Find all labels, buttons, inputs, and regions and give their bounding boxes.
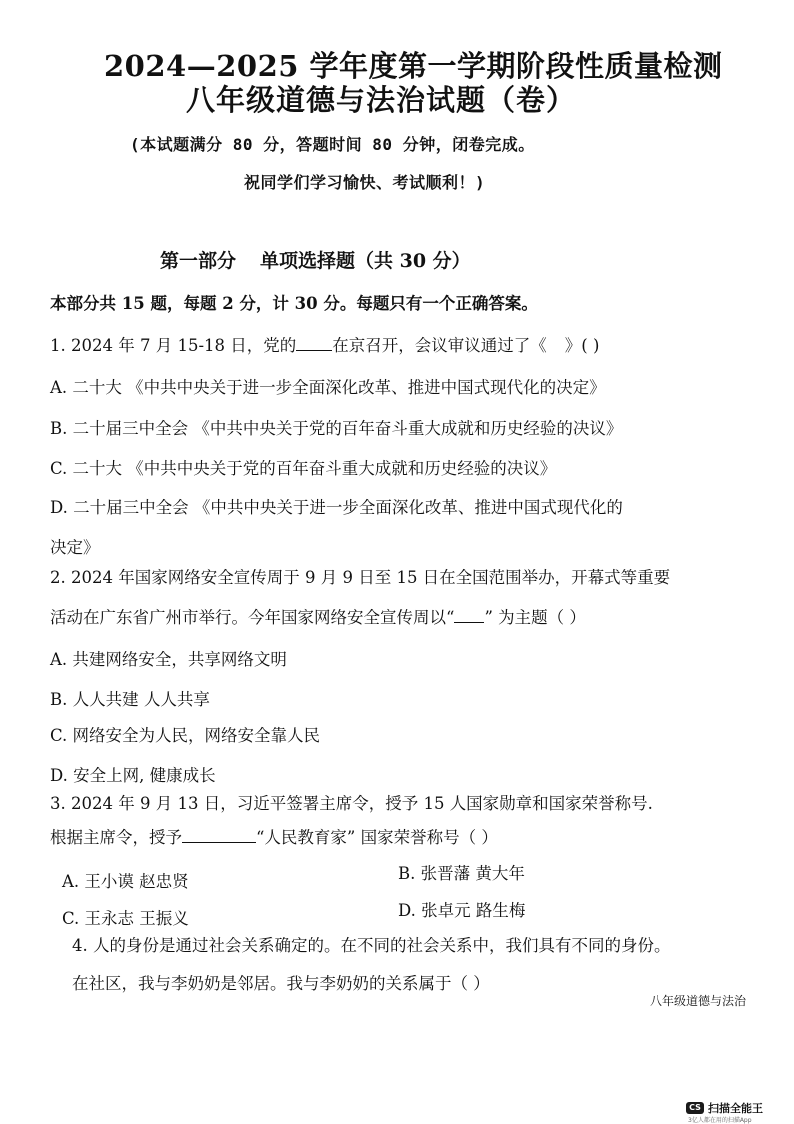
section-heading [160,246,471,273]
q3-option-d: D. 张卓元 路生梅 [398,901,526,920]
q1-option-d-continued: 决定》 [50,538,100,557]
section-name: 单项选择题（共 30 分） [260,250,471,272]
question-1-stem [50,332,599,356]
q2-blank [454,606,484,623]
question-4-line2: 在社区，我与李奶奶是邻居。我与李奶奶的关系属于（ ） [72,974,490,993]
q1-option-d: D. 二十届三中全会 《中共中央关于进一步全面深化改革、推进中国式现代化的 [50,498,623,517]
scanner-app-tagline: 3亿人都在用的扫描App [688,1117,752,1124]
section-part: 第一部分 [160,250,237,272]
exam-title-line1: 2024—2025 学年度第一学期阶段性质量检测 [104,49,723,83]
q2-option-b: B. 人人共建 人人共享 [50,690,210,709]
question-2-line2 [50,604,586,628]
exam-title-line2: 八年级道德与法治试题（卷） [186,83,577,117]
q3-option-c: C. 王永志 王振义 [62,909,189,928]
exam-note-line1: (本试题满分 80 分，答题时间 80 分钟，闭卷完成。 [130,135,535,154]
section-intro: 本部分共 15 题，每题 2 分，计 30 分。每题只有一个正确答案。 [50,294,538,313]
q1-option-b: B. 二十届三中全会 《中共中央关于党的百年奋斗重大成就和历史经验的决议》 [50,419,623,438]
q3-blank [182,826,256,843]
exam-note-line2: 祝同学们学习愉快、考试顺利！) [244,173,486,192]
q2-option-a: A. 共建网络安全，共享网络文明 [50,650,287,669]
page-footer-subject: 八年级道德与法治 [649,994,746,1008]
question-2-line1: 2. 2024 年国家网络安全宣传周于 9 月 9 日至 15 日在全国范围举办，开幕式等重要 [50,568,671,587]
q3-option-a: A. 王小谟 赵忠贤 [62,872,189,891]
q1-stem-part-b: 在京召开，会议审议通过了《 [332,336,547,355]
q3-option-b: B. 张晋藩 黄大年 [398,864,525,883]
q3-line2-part-a: 根据主席令，授予 [50,828,182,847]
question-3-line1: 3. 2024 年 9 月 13 日，习近平签署主席令，授予 15 人国家勋章和国家荣誉称号. [50,794,653,813]
q1-stem-part-c: 》( ) [564,336,600,355]
question-4-line1: 4. 人的身份是通过社会关系确定的。在不同的社会关系中，我们具有不同的身份。 [72,936,671,955]
scanner-logo-icon: CS [686,1102,704,1114]
q1-stem-part-a: 1. 2024 年 7 月 15-18 日，党的 [50,336,297,355]
q1-blank-1 [296,334,332,351]
question-3-line2 [50,824,498,848]
q3-line2-part-b: “人民教育家” 国家荣誉称号（ ） [256,828,498,847]
q1-option-c: C. 二十大 《中共中央关于党的百年奋斗重大成就和历史经验的决议》 [50,459,557,478]
q2-line2-part-b: ” 为主题（ ） [484,608,586,627]
q2-option-c: C. 网络安全为人民，网络安全靠人民 [50,726,321,745]
q2-option-d: D. 安全上网, 健康成长 [50,766,216,785]
scanner-app-name: 扫描全能王 [708,1102,763,1115]
q1-option-a: A. 二十大 《中共中央关于进一步全面深化改革、推进中国式现代化的决定》 [50,378,606,397]
q2-line2-part-a: 活动在广东省广州市举行。今年国家网络安全宣传周以“ [50,608,455,627]
